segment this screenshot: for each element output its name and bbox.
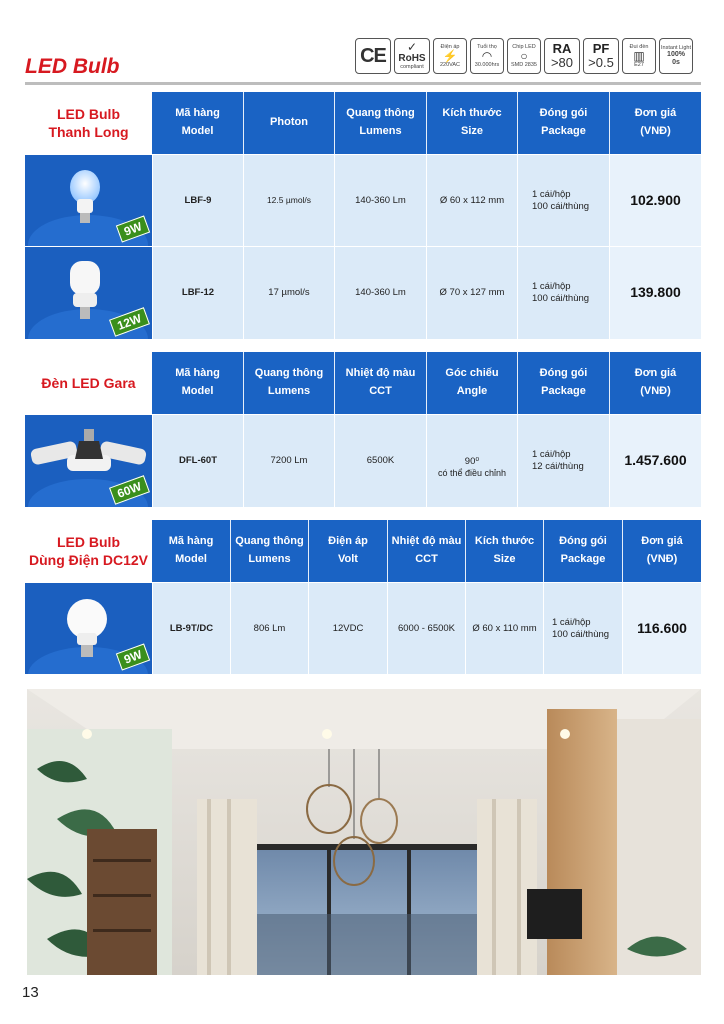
cell-package: 1 cái/hộp 100 cái/thùng — [543, 583, 622, 674]
header-price: Đơn giá (VNĐ) — [609, 352, 701, 414]
header-cct: Nhiệt độ màu CCT — [334, 352, 426, 414]
interior-photo — [27, 689, 701, 975]
table-row — [25, 414, 701, 507]
rohs-icon: ✓ RoHS compliant — [394, 38, 430, 74]
ra-icon: RA >80 — [544, 38, 580, 74]
page-number: 13 — [22, 984, 39, 1001]
cell-size: Ø 60 x 110 mm — [465, 583, 543, 674]
section-led-bulb-dc12v — [25, 520, 701, 674]
lightning-icon: ⚡ — [442, 49, 458, 63]
certification-icons — [355, 38, 693, 74]
section-den-led-gara — [25, 352, 701, 507]
ce-mark-icon: CE — [355, 38, 391, 74]
table-header — [25, 520, 701, 582]
cell-size: Ø 70 x 127 mm — [426, 247, 517, 339]
cell-photon: 12.5 µmol/s — [243, 155, 334, 246]
voltage-icon: Điện áp ⚡ 220VAC — [433, 38, 467, 74]
header-model: Mã hàng Model — [152, 520, 230, 582]
header-package: Đóng gói Package — [517, 92, 609, 154]
product-image-lbf-12 — [25, 247, 152, 339]
header-angle: Góc chiếu Angle — [426, 352, 517, 414]
gauge-icon: ◠ — [481, 49, 493, 63]
cell-model: DFL-60T — [152, 415, 243, 507]
header-lumens: Quang thông Lumens — [230, 520, 308, 582]
section-name: Đèn LED Gara — [25, 352, 152, 414]
header-lumens: Quang thông Lumens — [334, 92, 426, 154]
cell-price: 116.600 — [622, 583, 701, 674]
cell-lumens: 806 Lm — [230, 583, 308, 674]
product-image-lb-9t-dc — [25, 583, 152, 674]
header-price: Đơn giá (VNĐ) — [622, 520, 701, 582]
header-size: Kích thước Size — [465, 520, 543, 582]
chip-led-icon: Chip LED ○ SMD 2835 — [507, 38, 541, 74]
section-led-bulb-thanh-long — [25, 92, 701, 339]
table-header — [25, 352, 701, 414]
header-volt: Điện áp Volt — [308, 520, 387, 582]
cell-cct: 6000 - 6500K — [387, 583, 465, 674]
cell-model: LBF-12 — [152, 247, 243, 339]
cell-model: LBF-9 — [152, 155, 243, 246]
wattage-badge: 9W — [116, 215, 150, 242]
header-model: Mã hàng Model — [152, 92, 243, 154]
instant-light-icon: Instant Light 100% 0s — [659, 38, 693, 74]
header-size: Kích thước Size — [426, 92, 517, 154]
section-name: LED Bulb Thanh Long — [25, 92, 152, 154]
header-package: Đóng gói Package — [543, 520, 622, 582]
table-row — [25, 154, 701, 246]
header-package: Đóng gói Package — [517, 352, 609, 414]
wattage-badge: 9W — [116, 643, 150, 670]
header-price: Đơn giá (VNĐ) — [609, 92, 701, 154]
cell-lumens: 140-360 Lm — [334, 247, 426, 339]
cell-price: 1.457.600 — [609, 415, 701, 507]
product-image-lbf-9 — [25, 155, 152, 246]
cell-lumens: 140-360 Lm — [334, 155, 426, 246]
title-divider — [25, 82, 701, 85]
cell-package: 1 cái/hộp 12 cái/thùng — [517, 415, 609, 507]
wattage-badge: 12W — [109, 307, 150, 336]
wattage-badge: 60W — [109, 475, 150, 504]
cell-lumens: 7200 Lm — [243, 415, 334, 507]
header-photon: Photon — [243, 92, 334, 154]
cell-package: 1 cái/hộp 100 cái/thùng — [517, 247, 609, 339]
socket-icon: Đui đèn ▥ E27 — [622, 38, 656, 74]
cell-model: LB-9T/DC — [152, 583, 230, 674]
table-row — [25, 246, 701, 339]
table-header — [25, 92, 701, 154]
table-row — [25, 582, 701, 674]
cell-angle: 90⁰ có thể điều chỉnh — [426, 415, 517, 507]
page-title: LED Bulb — [25, 55, 120, 78]
cell-photon: 17 µmol/s — [243, 247, 334, 339]
pf-icon: PF >0.5 — [583, 38, 619, 74]
cell-volt: 12VDC — [308, 583, 387, 674]
cell-price: 102.900 — [609, 155, 701, 246]
header-lumens: Quang thông Lumens — [243, 352, 334, 414]
cell-package: 1 cái/hộp 100 cái/thùng — [517, 155, 609, 246]
section-name: LED Bulb Dùng Điện DC12V — [25, 520, 152, 582]
header-model: Mã hàng Model — [152, 352, 243, 414]
cell-cct: 6500K — [334, 415, 426, 507]
product-image-dfl-60t — [25, 415, 152, 507]
cell-price: 139.800 — [609, 247, 701, 339]
header-cct: Nhiệt độ màu CCT — [387, 520, 465, 582]
lifetime-icon: Tuổi thọ ◠ 30.000hrs — [470, 38, 504, 74]
cell-size: Ø 60 x 112 mm — [426, 155, 517, 246]
